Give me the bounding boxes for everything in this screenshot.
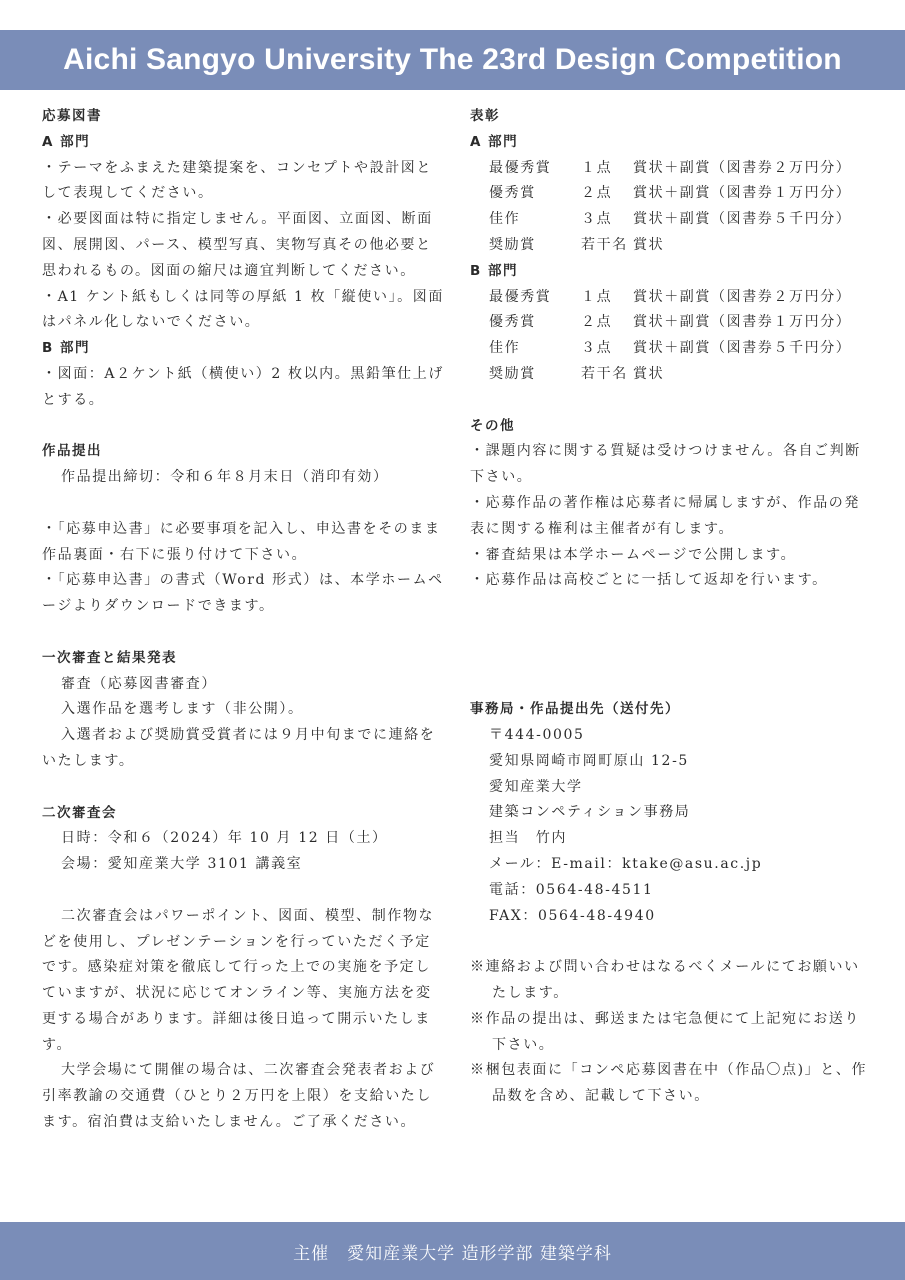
award-count: ２点 <box>581 185 613 202</box>
second-review-date: 日時：令和６（2024）年 10 月 12 日（土） <box>61 830 388 847</box>
submission-item: ・「応募申込書」に必要事項を記入し、申込書をそのまま作品裏面・右下に張り付けて下さい。 <box>42 520 441 563</box>
award-name: 佳作 <box>489 211 521 228</box>
award-name: 最優秀賞 <box>489 159 552 176</box>
office-line: 愛知県岡崎市岡町原山 12-5 <box>489 752 689 769</box>
award-count: 若干名 <box>581 365 628 382</box>
office-fax: FAX：0564-48-4940 <box>489 907 656 924</box>
award-prize: 賞状＋副賞（図書券２万円分） <box>633 288 852 305</box>
note: ※作品の提出は、郵送または宅急便にて上記宛にお送り下さい。 <box>470 1010 860 1053</box>
office-line: 〒444-0005 <box>489 726 585 743</box>
office-heading: 事務局・作品提出先（送付先） <box>470 701 680 718</box>
other-item: ・応募作品は高校ごとに一括して返却を行います。 <box>470 572 828 589</box>
first-review-line: 審査（応募図書審査） <box>61 675 217 692</box>
award-count: ３点 <box>581 211 613 228</box>
award-prize: 賞状＋副賞（図書券１万円分） <box>633 314 852 331</box>
award-row <box>470 233 875 259</box>
award-prize: 賞状＋副賞（図書券２万円分） <box>633 159 852 176</box>
second-review-heading: 二次審査会 <box>42 804 117 821</box>
entry-a-item: ・必要図面は特に指定しません。平面図、立面図、断面図、展開図、パース、模型写真、実物写真その他必要と思われるもの。図面の縮尺は適宜判断してください。 <box>42 211 433 279</box>
page-title: Aichi Sangyo University The 23rd Design Competition <box>63 43 842 76</box>
award-row <box>470 207 875 233</box>
entry-heading: 応募図書 <box>42 108 102 124</box>
submission-deadline: 作品提出締切：令和６年８月末日（消印有効） <box>61 469 389 486</box>
award-row <box>470 181 875 207</box>
award-name: 奨励賞 <box>489 365 536 382</box>
office-line: 愛知産業大学 <box>489 778 583 795</box>
entry-a-item: ・テーマをふまえた建築提案を、コンセプトや設計図として表現してください。 <box>42 159 432 202</box>
office-phone: 電話：0564-48-4511 <box>489 881 654 898</box>
award-prize: 賞状 <box>633 365 665 382</box>
second-review-para: 大学会場にて開催の場合は、二次審査会発表者および引率教諭の交通費（ひとり２万円を上限）を支給いたします。宿泊費は支給いたしません。ご了承ください。 <box>42 1062 436 1131</box>
entry-b-item: ・図面：A２ケント紙（横使い）2 枚以内。黒鉛筆仕上げとする。 <box>42 365 444 408</box>
other-heading: その他 <box>470 417 515 434</box>
award-name: 最優秀賞 <box>489 288 552 305</box>
award-row <box>470 156 875 182</box>
office-line: 建築コンペティション事務局 <box>489 804 691 821</box>
award-row <box>470 362 875 388</box>
first-review-line: 入選作品を選考します（非公開）。 <box>61 701 304 718</box>
entry-b-heading: B 部門 <box>42 340 90 357</box>
award-prize: 賞状＋副賞（図書券１万円分） <box>633 185 852 202</box>
award-name: 優秀賞 <box>489 314 536 331</box>
entry-a-item: ・A1 ケント紙もしくは同等の厚紙 1 枚「縦使い」。図面はパネル化しないでください。 <box>42 288 444 331</box>
note: ※梱包表面に「コンペ応募図書在中（作品〇点)」と、作品数を含め、記載して下さい。 <box>470 1062 868 1105</box>
award-count: １点 <box>581 159 613 176</box>
first-review-heading: 一次審査と結果発表 <box>42 649 177 666</box>
awards-a-heading: A 部門 <box>470 133 519 150</box>
award-count: ２点 <box>581 314 613 331</box>
first-review-notice: 入選者および奨励賞受賞者には９月中旬までに連絡をいたします。 <box>42 727 436 769</box>
entry-a-heading: A 部門 <box>42 133 91 150</box>
organizer-footer <box>0 1222 905 1280</box>
organizer-text: 主催 愛知産業大学 造形学部 建築学科 <box>293 1243 612 1264</box>
award-count: １点 <box>581 288 613 305</box>
right-column <box>470 104 875 1110</box>
submission-item: ・「応募申込書」の書式（Word 形式）は、本学ホームページよりダウンロードできます。 <box>42 572 444 615</box>
award-row <box>470 285 875 311</box>
second-review-para: 二次審査会はパワーポイント、図面、模型、制作物などを使用し、プレゼンテーションを行っていただく予定です。感染症対策を徹底して行った上での実施を予定していますが、状況に応じてオンライン等、実施方法を変更する場合があります。詳細は後日追って開示いたします。 <box>42 907 435 1053</box>
award-name: 佳作 <box>489 340 521 357</box>
title-banner <box>0 30 905 90</box>
left-column <box>42 104 444 1136</box>
other-item: ・応募作品の著作権は応募者に帰属しますが、作品の発表に関する権利は主催者が有します。 <box>470 494 860 537</box>
award-count: 若干名 <box>581 236 628 253</box>
note: ※連絡および問い合わせはなるべくメールにてお願いいたします。 <box>470 959 860 1001</box>
second-review-venue: 会場：愛知産業大学 3101 講義室 <box>61 856 303 873</box>
awards-b-heading: B 部門 <box>470 262 518 279</box>
other-item: ・課題内容に関する質疑は受けつけません。各自ご判断下さい。 <box>470 443 861 486</box>
awards-heading: 表彰 <box>470 108 500 124</box>
award-prize: 賞状 <box>633 236 665 253</box>
award-row <box>470 336 875 362</box>
submission-heading: 作品提出 <box>42 443 102 460</box>
other-item: ・審査結果は本学ホームページで公開します。 <box>470 546 797 563</box>
award-row <box>470 310 875 336</box>
award-name: 奨励賞 <box>489 236 536 253</box>
award-name: 優秀賞 <box>489 185 536 202</box>
award-prize: 賞状＋副賞（図書券５千円分） <box>633 211 852 228</box>
office-email: メール：E-mail：ktake@asu.ac.jp <box>489 855 763 872</box>
award-count: ３点 <box>581 340 613 357</box>
award-prize: 賞状＋副賞（図書券５千円分） <box>633 340 852 357</box>
office-line: 担当 竹内 <box>489 830 567 847</box>
